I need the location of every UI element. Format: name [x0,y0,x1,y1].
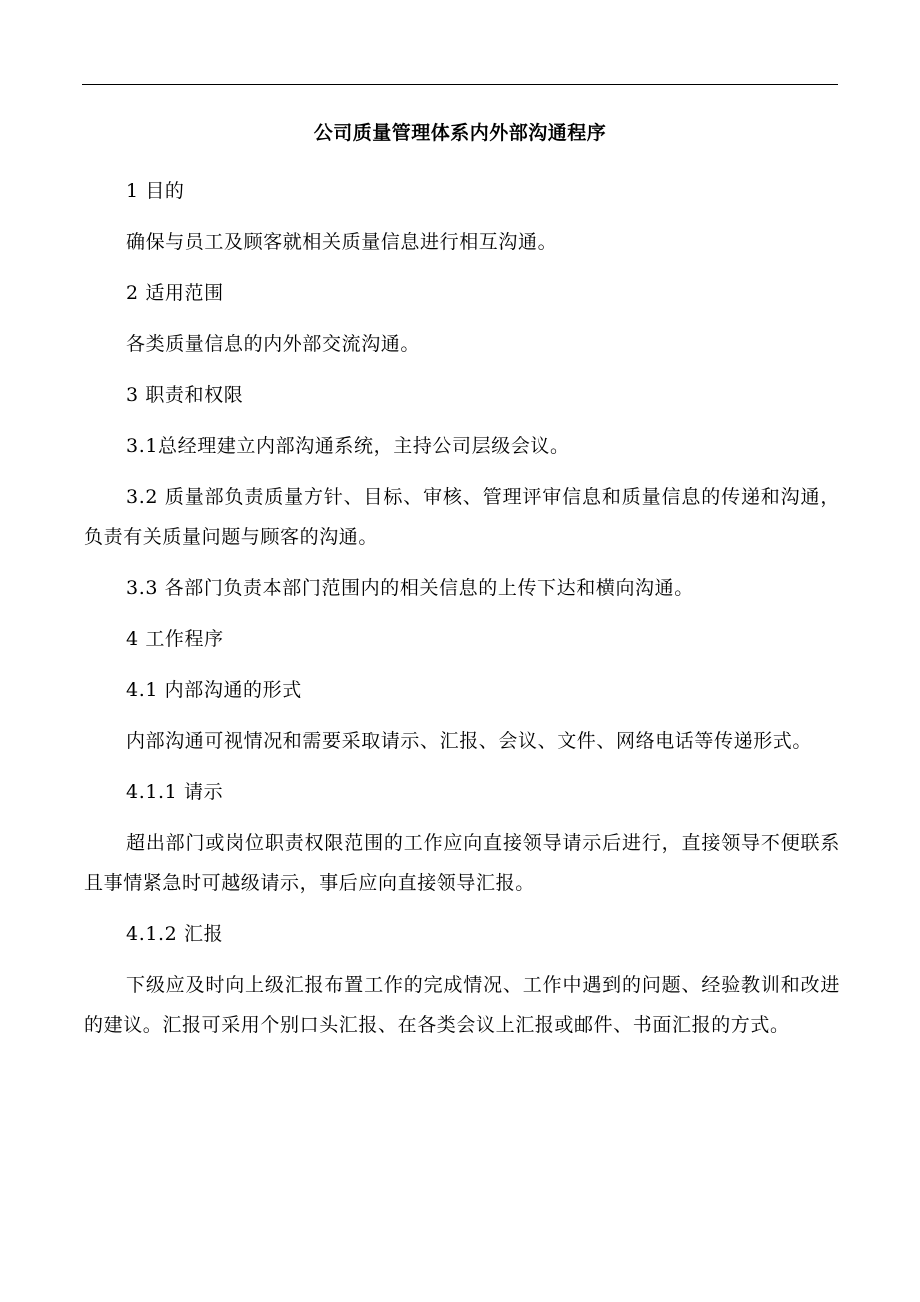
section-heading-procedure: 4 工作程序 [126,628,224,650]
section-heading-purpose: 1 目的 [126,180,185,202]
paragraph-purpose: 确保与员工及顾客就相关质量信息进行相互沟通。 [126,231,558,253]
paragraph-3-1: 3.1总经理建立内部沟通系统，主持公司层级会议。 [126,435,570,457]
paragraph-4-1: 内部沟通可视情况和需要采取请示、汇报、会议、文件、网络电话等传递形式。 [126,730,813,752]
document-title: 公司质量管理体系内外部沟通程序 [313,122,607,144]
section-heading-scope: 2 适用范围 [126,282,224,304]
subsection-heading-4-1: 4.1 内部沟通的形式 [126,679,302,701]
subsection-heading-4-1-2: 4.1.2 汇报 [126,923,224,945]
paragraph-scope: 各类质量信息的内外部交流沟通。 [126,333,421,355]
paragraph-3-2: 3.2 质量部负责质量方针、目标、审核、管理评审信息和质量信息的传递和沟通，负责有关质量问题与顾客的沟通。 [84,486,840,548]
document-body [84,171,840,1056]
paragraph-4-1-2: 下级应及时向上级汇报布置工作的完成情况、工作中遇到的问题、经验教训和改进的建议。汇报可采用个别口头汇报、在各类会议上汇报或邮件、书面汇报的方式。 [84,974,840,1036]
paragraph-3-3: 3.3 各部门负责本部门范围内的相关信息的上传下达和横向沟通。 [126,577,694,599]
header-rule [82,84,838,85]
subsection-heading-4-1-1: 4.1.1 请示 [126,781,224,803]
paragraph-4-1-1: 超出部门或岗位职责权限范围的工作应向直接领导请示后进行，直接领导不便联系且事情紧急时可越级请示，事后应向直接领导汇报。 [84,832,840,894]
section-heading-responsibilities: 3 职责和权限 [126,384,244,406]
